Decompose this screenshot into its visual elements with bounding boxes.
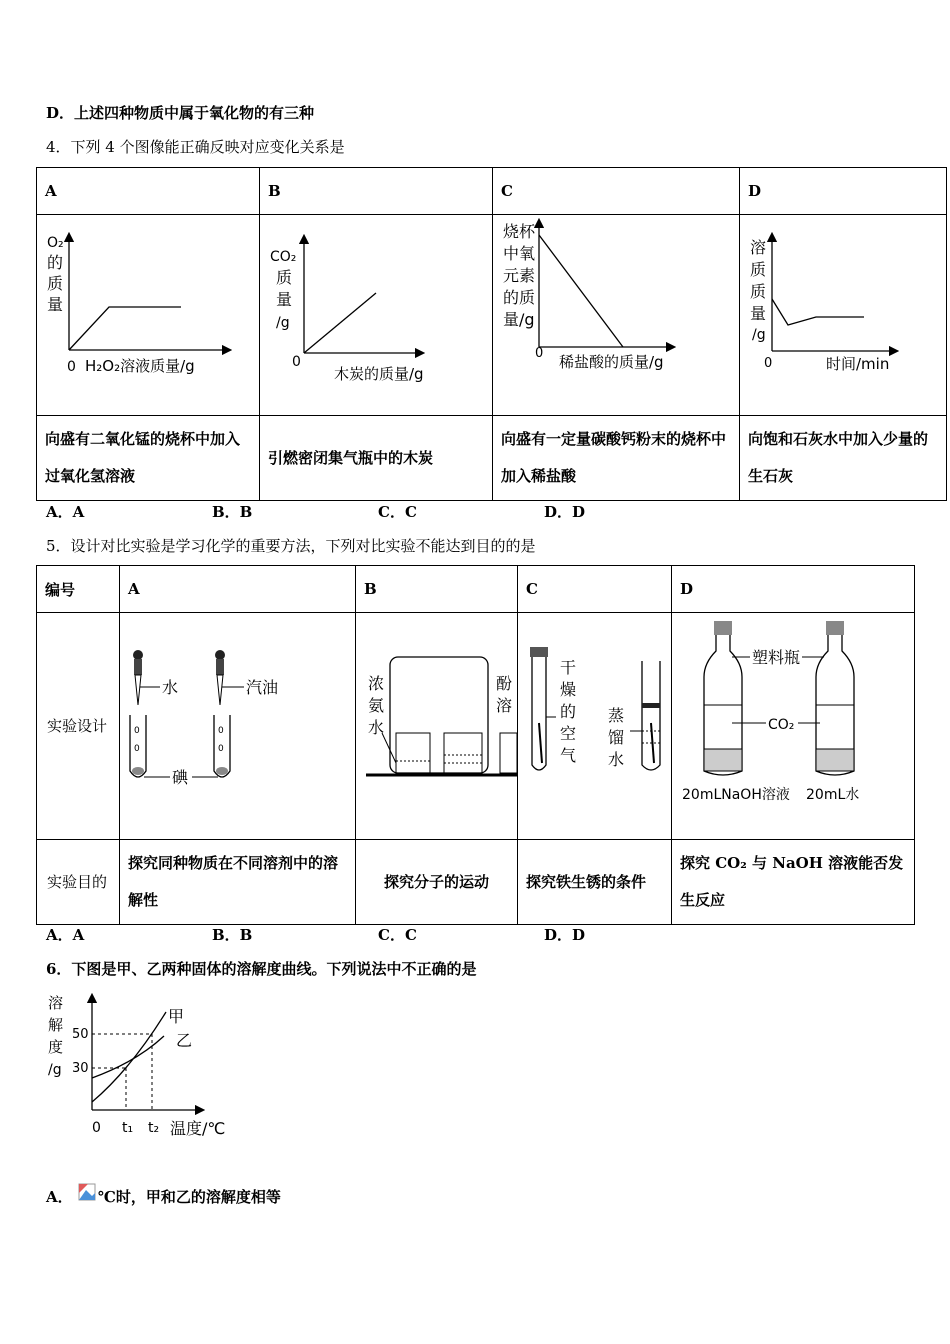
q4d-xlabel: 时间/min xyxy=(826,355,890,373)
q5-stem: 5．设计对比实验是学习化学的重要方法，下列对比实验不能达到目的的是 xyxy=(46,537,536,555)
q6-xlabel: 温度/℃ xyxy=(170,1119,226,1138)
q4d-curve xyxy=(772,299,864,325)
q4d-ylabel-0: 溶 xyxy=(750,238,767,257)
q5-options xyxy=(46,924,710,945)
q4b-ylabel-3: /g xyxy=(276,315,290,331)
q4-options xyxy=(46,501,710,522)
q6-stem: 6．下图是甲、乙两种固体的溶解度曲线。下列说法中不正确的是 xyxy=(46,960,477,978)
q4-desc-d: 向饱和石灰水中加入少量的生石灰 xyxy=(740,416,947,501)
q4b-curve xyxy=(304,293,376,353)
q5d-right-label: 20mL水 xyxy=(806,787,860,803)
q5b-phenol-0: 酚 xyxy=(496,674,513,693)
q5-option-c[interactable]: C．C xyxy=(378,926,417,944)
q5-header-id: 编号 xyxy=(37,566,120,613)
q5-header-b: B xyxy=(356,566,518,613)
q4d-origin: 0 xyxy=(764,356,773,371)
q4-option-d[interactable]: D．D xyxy=(544,503,586,521)
q4-desc-c: 向盛有一定量碳酸钙粉末的烧杯中加入稀盐酸 xyxy=(493,416,740,501)
q6-curve-yi xyxy=(92,1036,164,1078)
q4d-ylabel-4: /g xyxy=(752,327,766,343)
q5-option-a[interactable]: A．A xyxy=(46,926,85,944)
q5c-dry-2: 的 xyxy=(560,702,577,721)
q5b-phenol-1: 溶 xyxy=(496,696,513,715)
q4a-origin: 0 xyxy=(67,359,76,375)
q4a-xlabel: H₂O₂溶液质量/g xyxy=(85,357,195,375)
q4-option-a[interactable]: A．A xyxy=(46,503,85,521)
q4d-ylabel-1: 质 xyxy=(750,260,767,279)
q6-ylabel-0: 溶 xyxy=(48,994,64,1012)
q5-fig-b xyxy=(356,613,517,835)
q5b-ammonia-0: 浓 xyxy=(368,674,385,693)
q4-header-b: B xyxy=(260,168,493,215)
q5a-iodine-label: 碘 xyxy=(172,768,189,787)
q5a-water-label: 水 xyxy=(162,678,179,697)
broken-image-icon xyxy=(78,1180,98,1204)
q5b-ammonia-2: 水 xyxy=(368,718,385,737)
q6-ylabel-2: 度 xyxy=(48,1038,64,1056)
svg-text:0: 0 xyxy=(134,726,140,736)
q6-solubility-graph xyxy=(40,990,240,1140)
q4-option-c[interactable]: C．C xyxy=(378,503,417,521)
q6-label-yi: 乙 xyxy=(176,1031,193,1050)
q4b-ylabel-1: 质 xyxy=(276,268,293,287)
q4c-xlabel: 稀盐酸的质量/g xyxy=(559,353,664,371)
q5d-gas-label: CO₂ xyxy=(768,717,795,733)
q6-curve-jia xyxy=(92,1012,166,1102)
q4c-origin: 0 xyxy=(535,346,544,361)
q6-ylabel-3: /g xyxy=(48,1062,62,1078)
q5-purpose-c: 探究铁生锈的条件 xyxy=(518,840,672,925)
q5c-distilled-0: 蒸 xyxy=(608,706,625,725)
q5d-bottle-label: 塑料瓶 xyxy=(752,648,801,667)
q4d-ylabel-3: 量 xyxy=(750,304,767,323)
q6-option-a-prefix: A． xyxy=(46,1188,73,1206)
q5c-distilled-2: 水 xyxy=(608,750,625,769)
q4-header-a: A xyxy=(37,168,260,215)
q5-header-a: A xyxy=(120,566,356,613)
q4c-ylabel-0: 烧杯 xyxy=(503,222,536,241)
q6-ytick-50: 50 xyxy=(72,1027,89,1042)
q4-graph-a-cell xyxy=(37,215,260,416)
q4b-origin: 0 xyxy=(292,354,301,370)
q4-header-d: D xyxy=(740,168,947,215)
q5-row-purpose: 实验目的 xyxy=(37,840,120,925)
q6-ylabel-1: 解 xyxy=(48,1016,64,1034)
q5-table xyxy=(36,565,915,925)
q5c-distilled-1: 馏 xyxy=(608,728,625,747)
q4b-ylabel-0: CO₂ xyxy=(270,249,297,265)
q4a-ylabel-1: 的 xyxy=(47,253,64,272)
q6-option-a[interactable] xyxy=(46,1186,281,1210)
q6-label-jia: 甲 xyxy=(168,1007,185,1026)
q4-desc-a: 向盛有二氧化锰的烧杯中加入过氧化氢溶液 xyxy=(37,416,260,501)
q5-fig-c-cell xyxy=(518,613,672,840)
q5c-dry-0: 干 xyxy=(560,658,577,677)
q4c-ylabel-3: 的质 xyxy=(503,288,536,307)
q4-table xyxy=(36,167,947,501)
q5-option-b[interactable]: B．B xyxy=(212,926,253,944)
q5c-dry-3: 空 xyxy=(560,724,577,743)
q4-stem: 4．下列 4 个图像能正确反映对应变化关系是 xyxy=(46,138,345,156)
q5-header-c: C xyxy=(518,566,672,613)
q6-xtick-t1: t₁ xyxy=(122,1120,134,1136)
svg-text:0: 0 xyxy=(218,744,224,754)
q4c-curve xyxy=(539,235,623,347)
q5-header-d: D xyxy=(672,566,915,613)
q4d-ylabel-2: 质 xyxy=(750,282,767,301)
q4c-ylabel-4: 量/g xyxy=(503,310,535,329)
q4-option-b[interactable]: B．B xyxy=(212,503,253,521)
q5-row-design: 实验设计 xyxy=(37,613,120,840)
q4-graph-d xyxy=(740,215,946,411)
q5-purpose-b: 探究分子的运动 xyxy=(356,840,518,925)
q4-graph-d-cell xyxy=(740,215,947,416)
q5-purpose-d: 探究 CO₂ 与 NaOH 溶液能否发生反应 xyxy=(672,840,915,925)
q4-header-c: C xyxy=(493,168,740,215)
q4-graph-a xyxy=(37,215,259,411)
q5-fig-d xyxy=(672,613,914,835)
q5-fig-a xyxy=(120,613,355,835)
svg-text:0: 0 xyxy=(134,744,140,754)
q5-purpose-a: 探究同种物质在不同溶剂中的溶解性 xyxy=(120,840,356,925)
q4-graph-b xyxy=(260,215,492,411)
q4b-xlabel: 木炭的质量/g xyxy=(334,365,424,383)
svg-text:0: 0 xyxy=(218,726,224,736)
q3-option-d: D．上述四种物质中属于氧化物的有三种 xyxy=(46,104,315,122)
q4c-ylabel-1: 中氧 xyxy=(503,244,536,263)
q5c-dry-4: 气 xyxy=(560,746,577,765)
q5-fig-d-cell xyxy=(672,613,915,840)
q5b-ammonia-1: 氨 xyxy=(368,696,385,715)
q6-origin: 0 xyxy=(92,1120,101,1136)
q5-fig-b-cell xyxy=(356,613,518,840)
q4c-ylabel-2: 元素 xyxy=(503,266,536,285)
q4a-ylabel-2: 质 xyxy=(47,274,64,293)
q5a-gasoline-label: 汽油 xyxy=(246,678,279,697)
q4a-ylabel-3: 量 xyxy=(47,295,64,314)
q6-option-a-text: ℃时，甲和乙的溶解度相等 xyxy=(97,1188,281,1206)
q5-fig-a-cell xyxy=(120,613,356,840)
q4-graph-c-cell xyxy=(493,215,740,416)
q6-ytick-30: 30 xyxy=(72,1061,89,1076)
q5c-dry-1: 燥 xyxy=(560,680,577,699)
q4-graph-b-cell xyxy=(260,215,493,416)
q5-fig-c xyxy=(518,613,671,835)
q4-desc-b: 引燃密闭集气瓶中的木炭 xyxy=(260,416,493,501)
q6-xtick-t2: t₂ xyxy=(148,1120,160,1136)
q4a-ylabel-0: O₂ xyxy=(47,235,64,251)
q4-graph-c xyxy=(493,215,739,411)
q5-option-d[interactable]: D．D xyxy=(544,926,586,944)
q4b-ylabel-2: 量 xyxy=(276,290,293,309)
q4a-curve xyxy=(69,307,181,350)
q5d-left-label: 20mLNaOH溶液 xyxy=(682,787,790,803)
